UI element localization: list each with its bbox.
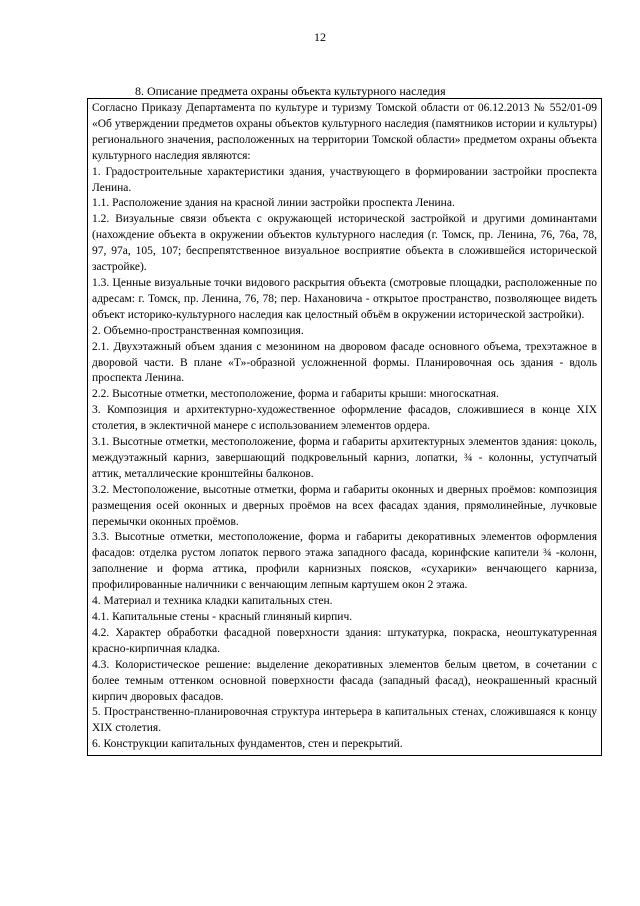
section-heading: 8. Описание предмета охраны объекта культурного наследия — [135, 84, 446, 98]
paragraph-2: 2. Объемно-пространственная композиция. — [92, 324, 304, 337]
page-number: 12 — [314, 30, 326, 44]
paragraph-4-2: 4.2. Характер обработки фасадной поверхности здания: штукатурка, покраска, неоштукатуренная красно-кирпичная кладка. — [92, 626, 597, 655]
paragraph-5: 5. Пространственно-планировочная структура интерьера в капитальных стенах, сложившаяся к концу XIX столетия. — [92, 706, 597, 735]
paragraph-1: 1. Градостроительные характеристики здания, участвующего в формировании застройки проспекта Ленина. — [92, 165, 597, 194]
paragraph-3-2: 3.2. Местоположение, высотные отметки, форма и габариты оконных и дверных проёмов: композиция размещения осей оконных и дверных проёмов на всех фасадах здания, прямолинейные, лучковые перемычки оконных проёмов. — [92, 483, 597, 528]
paragraph-2-2: 2.2. Высотные отметки, местоположение, форма и габариты крыши: многоскатная. — [92, 388, 499, 401]
protection-subject-table — [87, 98, 602, 756]
paragraph-1-3: 1.3. Ценные визуальные точки видового раскрытия объекта (смотровые площадки, расположенные по адресам: г. Томск, пр. Ленина, 76, 78; пер. Нахановича - открытое пространство, позволяющее видеть объект историко-культурного наследия как целостный объём в окружении исторической застройки). — [92, 276, 597, 321]
paragraph-4: 4. Материал и техника кладки капитальных стен. — [92, 595, 333, 608]
paragraph-4-3: 4.3. Колористическое решение: выделение декоративных элементов белым цветом, в сочетании с более темным оттенком основной поверхности фасада (западный фасад), неокрашенный красный кирпич дворовых фасадов. — [92, 658, 597, 703]
paragraph-1-1: 1.1. Расположение здания на красной линии застройки проспекта Ленина. — [92, 197, 455, 210]
paragraph-1-2: 1.2. Визуальные связи объекта с окружающей исторической застройкой и другими доминантами (нахождение объекта в окружении объектов культурного наследия (г. Томск, пр. Ленина, 76, 76а, 78, 97, 97а, 105, 107; беспрепятственное визуальное восприятие объекта в сложившейся исторической застройке). — [92, 213, 597, 274]
paragraph-3-1: 3.1. Высотные отметки, местоположение, форма и габариты архитектурных элементов здания: цоколь, междуэтажный карниз, завершающий подкровельный карниз, лопатки, ¾ - колонны, уступчатый аттик, металлические кронштейны балконов. — [92, 436, 597, 480]
paragraph-3-3: 3.3. Высотные отметки, местоположение, форма и габариты декоративных элементов оформления фасадов: отделка рустом лопаток первого этажа западного фасада, коринфские капители ¾ -колонн, заполнение и форма аттика, профили карнизных поясков, «сухарики» венчающего карниза, профилированные наличники с венчающим лепным картушем окон 2 этажа. — [92, 531, 597, 592]
paragraph-2-1: 2.1. Двухэтажный объем здания с мезонином на дворовом фасаде основного объема, трехэтажное в дворовой части. В плане «Т»-образной усложненной формы. Планировочная ось здания - вдоль проспекта Ленина. — [92, 340, 597, 385]
paragraph-3: 3. Композиция и архитектурно-художественное оформление фасадов, сложившиеся в конце XIX столетия, в эклектичной манере с использованием элементов ордера. — [92, 404, 597, 433]
paragraph-6: 6. Конструкции капитальных фундаментов, стен и перекрытий. — [92, 738, 403, 751]
paragraph-intro: Согласно Приказу Департамента по культуре и туризму Томской области от 06.12.2013 № 552/01-09 «Об утверждении предметов охраны объектов культурного наследия (памятников истории и культуры) регионального значения, расположенных на территории Томской области» предметом охраны объекта культурного наследия являются: — [92, 102, 597, 162]
paragraph-4-1: 4.1. Капитальные стены - красный глиняный кирпич. — [92, 611, 353, 623]
